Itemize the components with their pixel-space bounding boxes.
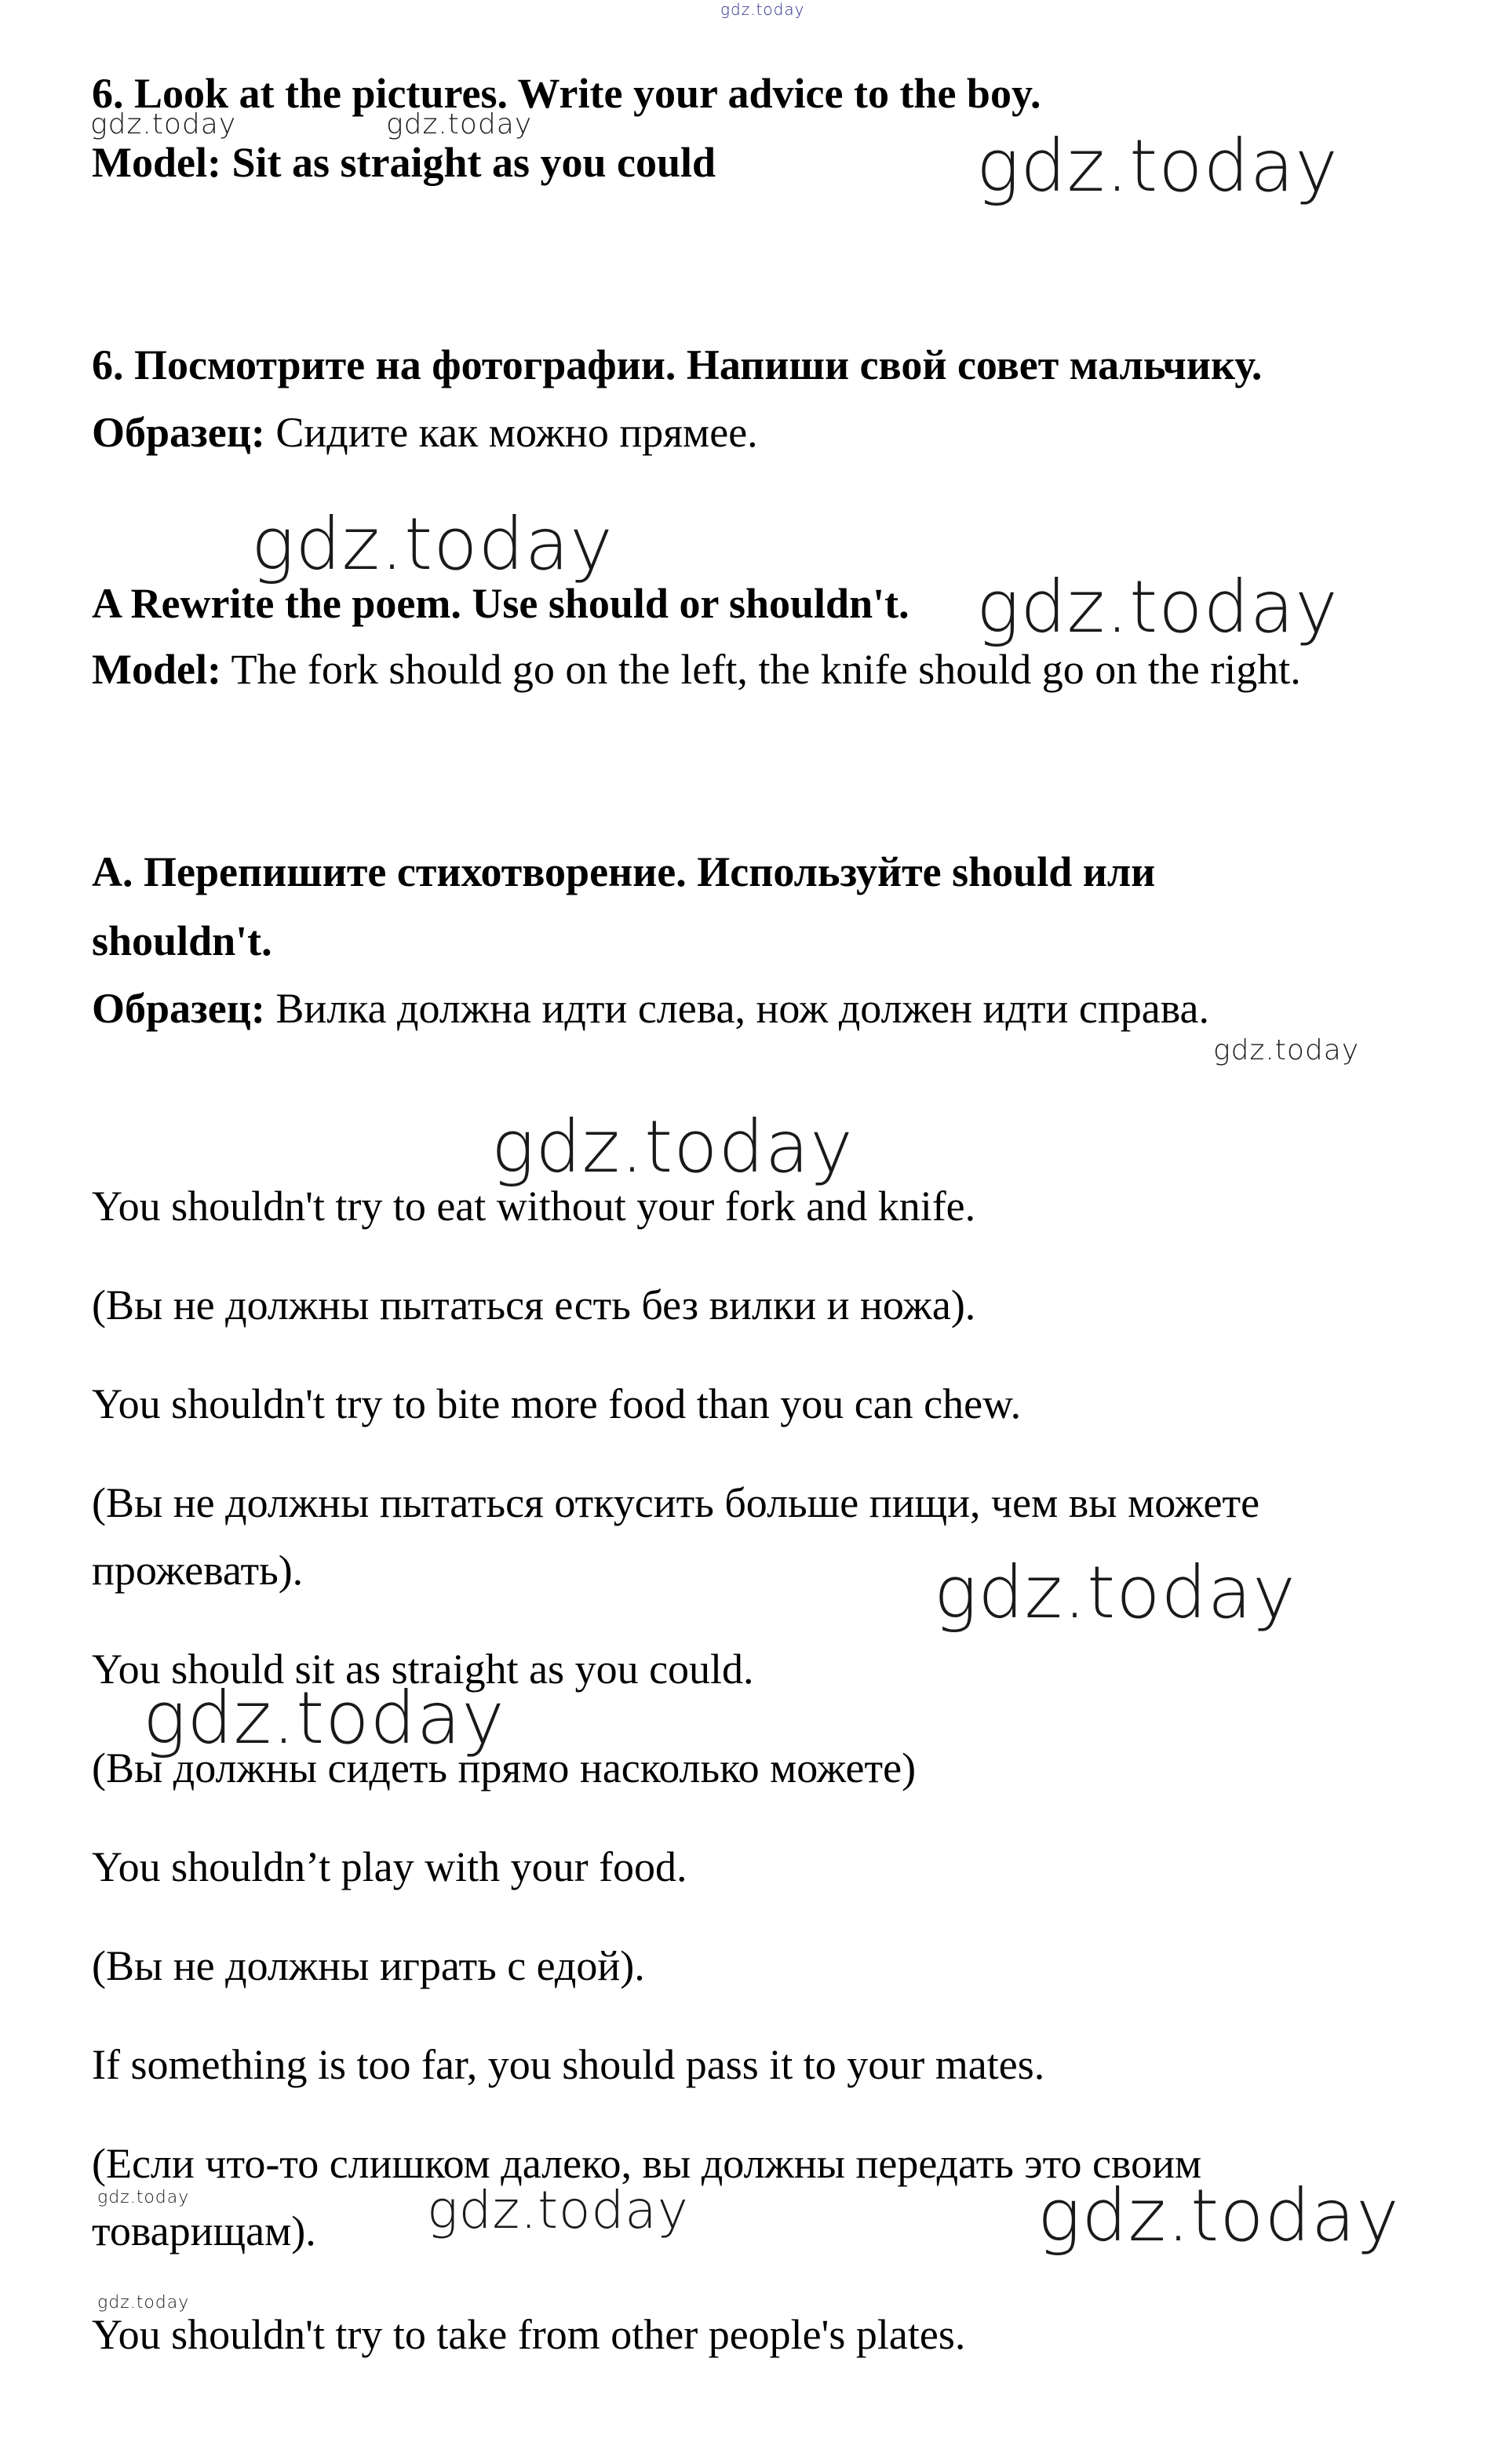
- watermark: gdz.today: [386, 108, 533, 140]
- answer-line: You shouldn’t play with your food.: [92, 1843, 687, 1890]
- taskA-heading-en: A Rewrite the poem. Use should or shouldn't.: [92, 580, 909, 627]
- taskA-model-en: [92, 645, 1301, 694]
- answer-line: You shouldn't try to bite more food than you can chew.: [92, 1380, 1022, 1427]
- answer-line: (Если что-то слишком далеко, вы должны передать это своим: [92, 2140, 1202, 2187]
- answer-line: прожевать).: [92, 1547, 304, 1594]
- watermark: gdz.today: [97, 2188, 190, 2207]
- task6-heading-en: 6. Look at the pictures. Write your advice to the boy.: [92, 70, 1041, 117]
- model-label: Model:: [92, 139, 221, 186]
- watermark: gdz.today: [427, 2180, 689, 2240]
- answer-line: товарищам).: [92, 2207, 316, 2254]
- watermark: gdz.today: [491, 1105, 854, 1189]
- model-label: Образец:: [92, 985, 265, 1032]
- watermark: gdz.today: [934, 1551, 1296, 1635]
- watermark: gdz.today: [976, 565, 1339, 649]
- task6-model-en: [92, 138, 716, 187]
- answer-line: If something is too far, you should pass it to your mates.: [92, 2041, 1045, 2088]
- watermark: gdz.today: [1213, 1034, 1360, 1066]
- model-text: Sit as straight as you could: [221, 139, 716, 186]
- answer-line: (Вы не должны пытаться есть без вилки и ножа).: [92, 1281, 976, 1329]
- watermark: gdz.today: [143, 1676, 505, 1760]
- taskA-heading-ru-line2: shouldn't.: [92, 917, 272, 964]
- taskA-model-ru: [92, 984, 1209, 1033]
- answer-line: You shouldn't try to eat without your fork and knife.: [92, 1183, 976, 1230]
- model-label: Образец:: [92, 409, 265, 456]
- watermark-top: gdz.today: [720, 0, 805, 19]
- answer-line: (Вы должны сидеть прямо насколько можете): [92, 1744, 917, 1792]
- answer-line: (Вы не должны пытаться откусить больше пищи, чем вы можете: [92, 1479, 1260, 1526]
- task6-model-ru: [92, 408, 758, 457]
- task6-heading-ru: 6. Посмотрите на фотографии. Напиши свой совет мальчику.: [92, 341, 1263, 388]
- watermark: gdz.today: [1037, 2174, 1400, 2258]
- answer-line: (Вы не должны играть с едой).: [92, 1942, 645, 1989]
- watermark: gdz.today: [90, 108, 237, 140]
- watermark: gdz.today: [251, 502, 614, 586]
- watermark: gdz.today: [976, 124, 1339, 208]
- model-text: The fork should go on the left, the knife should go on the right.: [221, 646, 1301, 693]
- model-text: Вилка должна идти слева, нож должен идти справа.: [264, 985, 1209, 1032]
- model-text: Сидите как можно прямее.: [264, 409, 758, 456]
- model-label: Model:: [92, 646, 221, 693]
- watermark: gdz.today: [97, 2293, 190, 2313]
- answer-line: You shouldn't try to take from other people's plates.: [92, 2311, 966, 2358]
- taskA-heading-ru-line1: А. Перепишите стихотворение. Используйте should или: [92, 848, 1156, 895]
- answer-line: You should sit as straight as you could.: [92, 1646, 754, 1693]
